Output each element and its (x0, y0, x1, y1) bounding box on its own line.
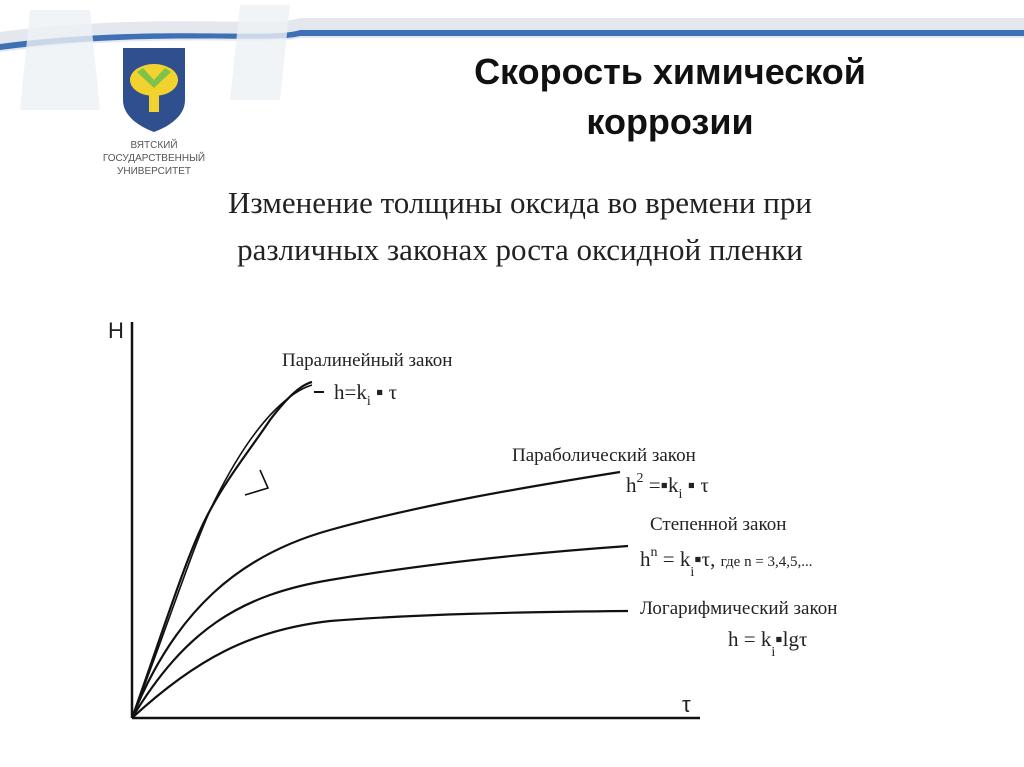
slide-title-line2: коррозии (586, 101, 754, 142)
curve-paralinear-kink (245, 470, 268, 495)
formula-power: $h^n$ = $k_i▪\tau$, где n = 3,4,5,... (640, 545, 813, 580)
label-parabolic: Параболический закон (512, 445, 696, 466)
logo-line2: ГОСУДАРСТВЕННЫЙ (102, 153, 206, 164)
logo-line1: ВЯТСКИЙ (130, 140, 178, 151)
formula-parabolic: $h^2$ $=▪k_i$ ▪ τ (626, 471, 709, 502)
subtitle-line1: Изменение толщины оксида во времени при (228, 185, 812, 220)
curve-paralinear-segment (132, 385, 312, 718)
curve-parabolic (132, 472, 620, 718)
label-paralinear: Паралинейный закон (282, 350, 453, 371)
slide-title-line1: Скорость химической (474, 51, 866, 92)
formula-paralinear: $h=k_i$ ▪ τ (334, 380, 398, 409)
y-axis-label: H (108, 318, 124, 343)
curve-paralinear (132, 382, 312, 718)
curve-power (132, 546, 628, 718)
subtitle-line2: различных законах роста оксидной пленки (237, 232, 803, 267)
label-power: Степенной закон (650, 514, 787, 535)
logo-line3: УНИВЕРСИТЕТ (117, 166, 191, 175)
curve-logarithmic (132, 611, 628, 718)
x-axis-label: τ (682, 692, 691, 717)
formula-logarithmic: $h = k_i▪\lg\tau$ (728, 627, 808, 660)
label-logarithmic: Логарифмический закон (640, 598, 838, 619)
